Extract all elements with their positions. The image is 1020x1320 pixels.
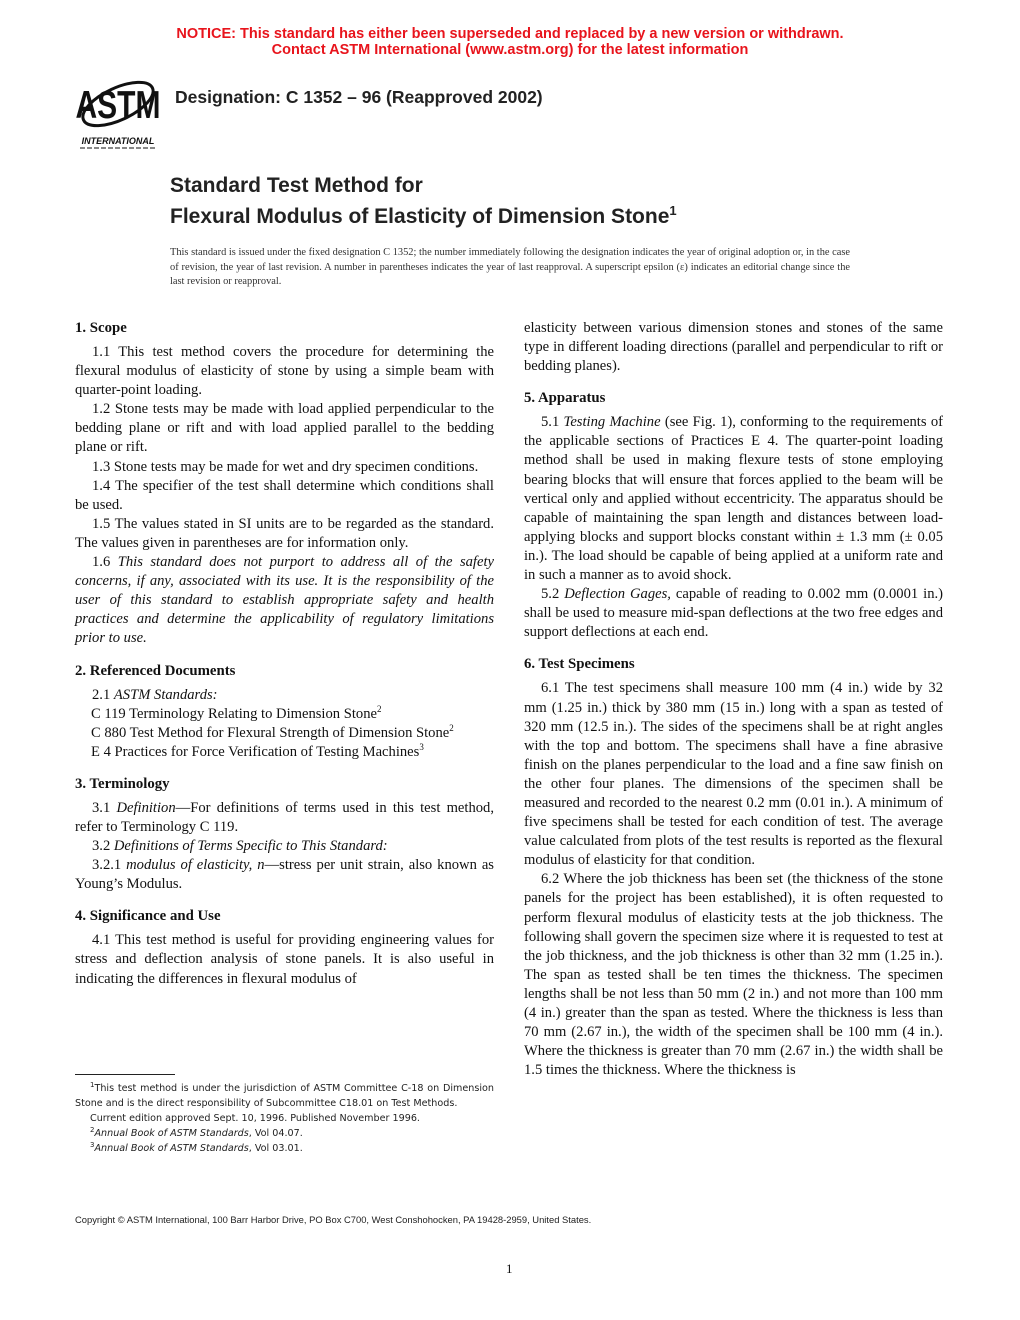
text-run: 5. Apparatus — [524, 390, 606, 407]
notice-line-1: NOTICE: This standard has either been superseded and replaced by a new version or withdrawn. — [176, 26, 844, 42]
text-run: C 880 Test Method for Flexural Strength of Dimension Stone — [91, 724, 450, 741]
text-run: 4.1 This test method is useful for providing engineering values for stress and deflection analysis of stone panels. It is also useful in indicating the differences in flexural modulus of — [75, 932, 494, 987]
italic-text: Testing Machine — [563, 414, 661, 431]
copyright: Copyright © ASTM International, 100 Barr Harbor Drive, PO Box C700, West Conshohocken, PA 19428-2959, United States. — [75, 1214, 592, 1225]
text-run: 2.1 — [92, 686, 114, 703]
reference-item — [75, 724, 494, 743]
paragraph — [75, 686, 494, 705]
footnote-ref: 3 — [419, 741, 424, 752]
footnote-ref: 2 — [90, 1125, 95, 1134]
paragraph — [75, 1126, 494, 1141]
text-run: C 119 Terminology Relating to Dimension Stone — [91, 705, 377, 722]
text-run: —For definitions of terms used in this test method, refer to Terminology C 119. — [75, 799, 495, 835]
footnote-divider — [75, 1074, 175, 1075]
page-number: 1 — [506, 1261, 513, 1276]
right-column — [524, 319, 943, 1080]
footnote-ref: 2 — [376, 703, 382, 714]
text-run: 3.2 — [92, 838, 114, 855]
paragraph — [75, 343, 494, 400]
text-run: capable of reading to 0.002 mm (0.0001 in.) shall be used to measure mid-span deflections at the two free edges and support deflections at each end. — [524, 586, 944, 641]
paragraph — [75, 1141, 494, 1156]
designation: Designation: C 1352 – 96 (Reapproved 2002) — [175, 87, 543, 107]
section-heading — [75, 775, 494, 794]
paragraph — [75, 458, 494, 477]
text-run: 5.1 — [541, 414, 564, 431]
italic-text: modulus of elasticity, n — [126, 857, 265, 874]
text-run: Current edition approved Sept. 10, 1996. Published November 1996. — [90, 1113, 420, 1124]
text-run: 6. Test Specimens — [524, 656, 635, 673]
title-line-2 — [170, 198, 677, 229]
italic-text: This standard does not purport to address all of the safety concerns, if any, associated with its use. It is the responsibility of the user of this standard to establish appropriate safety and health practices and determine the applicability of regulatory limitations prior to use. — [75, 554, 494, 647]
text-run: 1.6 — [92, 554, 118, 571]
paragraph — [75, 515, 494, 553]
left-column — [75, 319, 494, 989]
text-run: This test method is under the jurisdiction of ASTM Committee C-18 on Dimension Stone and is the direct responsibility of Subcommittee C18.01 on Test Methods. — [75, 1083, 494, 1109]
text-run: 3.2.1 — [92, 857, 127, 874]
text-run: 3.1 — [92, 799, 117, 816]
svg-text:INTERNATIONAL: INTERNATIONAL — [81, 136, 155, 146]
svg-text:ASTM: ASTM — [76, 84, 160, 128]
text-run: , Vol 03.01. — [248, 1143, 303, 1154]
footnotes — [75, 1081, 494, 1156]
footnote-ref: 1 — [90, 1080, 95, 1089]
paragraph — [75, 799, 494, 837]
footnote-ref: 2 — [449, 722, 454, 733]
text-run: 1. Scope — [75, 320, 127, 336]
text-run: 6.1 The test specimens shall measure 100 mm (4 in.) wide by 32 mm (1.25 in.) thick by 380 mm (15 in.) long with a span as tested of 320 mm (12.5 in.). The sides of the specimens shall be at right angles with the top and bottom. The specimens shall have a fine abrasive finish on the planes perpendicular to the load and a fine saw finish on the other four planes. The dimensions of the specimen shall be measured and recorded to the nearest 0.2 mm (0.01 in.). A minimum of five specimens shall be tested for each condition of test. The average value calculated from plots of the test results is reported as the flexural modulus of elasticity for that condition. — [524, 680, 943, 869]
issued-note: This standard is issued under the fixed designation C 1352; the number immediately following the designation indicates the year of original adoption or, in the case of revision, the year of last revision. A number in parentheses indicates the year of last reapproval. A superscript epsilon (ε) indicates an editorial change since the last revision or reapproval. — [170, 247, 850, 287]
text-run: elasticity between various dimension stones and stones of the same type in different loading directions (parallel and perpendicular to rift or bedding planes). — [524, 320, 943, 375]
notice-line-2: Contact ASTM International (www.astm.org) for the latest information — [271, 42, 749, 58]
text-run: 2. Referenced Documents — [75, 662, 236, 679]
italic-text: Annual Book of ASTM Standards — [94, 1143, 249, 1154]
text-run: —stress per unit strain, also known as Young’s Modulus. — [75, 857, 494, 893]
italic-text: Deflection Gages, — [564, 586, 671, 603]
paragraph — [524, 870, 943, 1080]
paragraph — [524, 319, 943, 376]
paragraph — [75, 477, 494, 515]
footnote-ref: 3 — [90, 1140, 95, 1149]
italic-text: Definitions of Terms Specific to This Standard: — [113, 838, 388, 855]
section-heading — [524, 389, 943, 408]
reference-item — [75, 705, 494, 724]
text-run: 3. Terminology — [75, 775, 170, 792]
section-heading — [75, 907, 494, 926]
text-run: 1.5 The values stated in SI units are to be regarded as the standard. The values given in parentheses are for information only. — [75, 515, 494, 551]
astm-logo — [76, 74, 160, 150]
paragraph — [75, 1111, 494, 1126]
italic-text: Definition — [116, 799, 176, 816]
text-run: (see Fig. 1), conforming to the requirements of the applicable sections of Practices E 4. The quarter-point loading method shall be used in making flexure tests of stone employing bearing blocks that will ensure that forces applied to the beam will be vertical only and applied without eccentricity. The apparatus should be capable of maintaining the span length and distances between load-applying blocks and support blocks constant within ± 1.3 mm (± 0.05 in.). The load should be capable of being applied at a uniform rate and in such a manner as to avoid shock. — [524, 414, 943, 584]
section-heading — [75, 662, 494, 681]
text-run: 1.3 Stone tests may be made for wet and dry specimen conditions. — [92, 458, 479, 475]
title-footnote-ref: 1 — [669, 203, 677, 218]
text-run: 6.2 Where the job thickness has been set (the thickness of the stone panels for the project has been established), it is often requested to perform flexural modulus of elasticity tests at the job thickness. The following shall govern the specimen size where it is requested to test at the job thickness, and the job thickness is other than 32 mm (1.25 in.). The span as tested shall be ten times the thickness. The specimen lengths shall be not less than 50 mm (2 in.) and not more than 100 mm (4 in.) greater than the span as tested. Where the thickness is less than 70 mm (2.67 in.), the width of the specimen shall be 100 mm (4 in.). Where the thickness is greater than 70 mm (2.67 in.) the width shall be 1.5 times the thickness. Where the thickness is — [524, 871, 943, 1079]
text-run: 1.4 The specifier of the test shall determine which conditions shall be used. — [75, 477, 494, 513]
section-heading — [75, 319, 494, 338]
italic-text: Annual Book of ASTM Standards — [94, 1128, 249, 1139]
title-line-1: Standard Test Method for — [170, 174, 423, 197]
paragraph — [75, 837, 494, 856]
text-run: 5.2 — [541, 586, 565, 603]
section-heading — [524, 655, 943, 674]
document-title — [170, 173, 677, 229]
text-run: , Vol 04.07. — [248, 1128, 303, 1139]
paragraph — [75, 553, 494, 648]
paragraph — [75, 400, 494, 457]
text-run: 4. Significance and Use — [75, 908, 221, 925]
text-run: 1.2 Stone tests may be made with load applied perpendicular to the bedding plane or rift and with load applied parallel to the bedding plane or rift. — [75, 401, 494, 456]
text-run: 1.1 This test method covers the procedure for determining the flexural modulus of elasticity of stone by using a simple beam with quarter-point loading. — [75, 344, 494, 399]
reference-item — [75, 743, 494, 762]
paragraph — [524, 679, 943, 870]
paragraph — [75, 856, 494, 894]
paragraph — [75, 931, 494, 988]
paragraph — [524, 413, 943, 585]
italic-text: ASTM Standards: — [113, 686, 218, 703]
text-run: E 4 Practices for Force Verification of Testing Machines — [91, 743, 420, 760]
title-main: Flexural Modulus of Elasticity of Dimension Stone — [170, 205, 670, 228]
paragraph — [524, 585, 943, 642]
paragraph — [75, 1081, 494, 1111]
withdrawn-notice — [0, 26, 1020, 58]
